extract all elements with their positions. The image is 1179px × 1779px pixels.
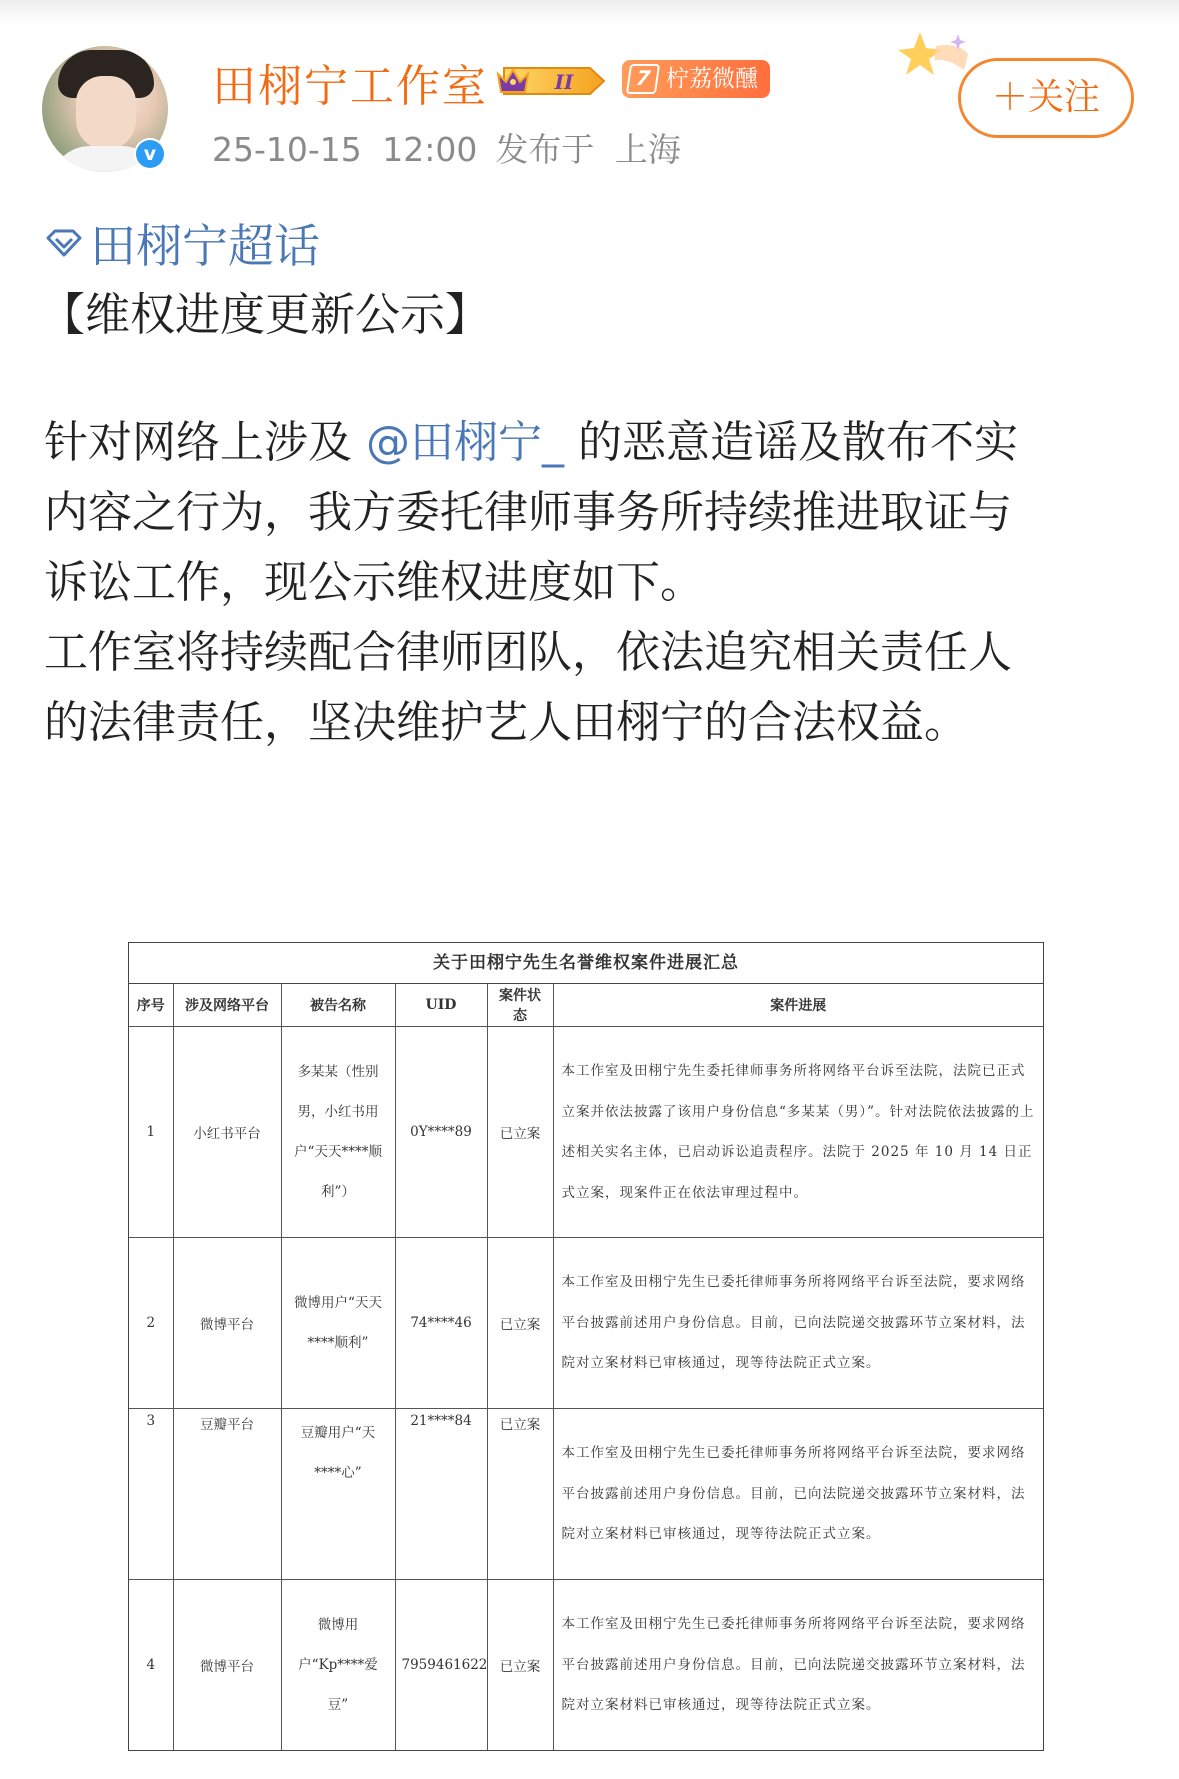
body-line: 工作室将持续配合律师团队，依法追究相关责任人 bbox=[44, 627, 1012, 678]
case-table bbox=[129, 984, 1043, 1750]
column-header: 案件状态 bbox=[487, 984, 553, 1027]
super-topic-label: 田栩宁超话 bbox=[90, 219, 320, 273]
crown-badge-level: II bbox=[554, 70, 574, 94]
table-header-row bbox=[129, 984, 1043, 1027]
cell-defendant: 多某某（性别男，小红书用户“天天****顺利”） bbox=[281, 1027, 395, 1238]
super-fan-badge-level: 7 bbox=[626, 64, 660, 94]
body-line: 的法律责任，坚决维护艺人田栩宁的合法权益。 bbox=[44, 697, 968, 748]
column-header: 案件进展 bbox=[553, 984, 1043, 1027]
cell-uid: 7959461622 bbox=[395, 1580, 487, 1751]
cell-status: 已立案 bbox=[487, 1580, 553, 1751]
super-fan-badge-label: 柠荔微醺 bbox=[666, 66, 758, 92]
body-line: 诉讼工作，现公示维权进度如下。 bbox=[44, 557, 704, 608]
cell-no: 3 bbox=[129, 1409, 173, 1580]
crown-badge-icon[interactable] bbox=[494, 62, 608, 100]
body-line: 内容之行为，我方委托律师事务所持续推进取证与 bbox=[44, 487, 1012, 538]
cell-defendant: 豆瓣用户“天****心” bbox=[281, 1409, 395, 1580]
cell-uid: 21****84 bbox=[395, 1409, 487, 1580]
author-name[interactable]: 田栩宁工作室 bbox=[212, 61, 488, 112]
column-header: 涉及网络平台 bbox=[173, 984, 281, 1027]
cell-platform: 微博平台 bbox=[173, 1238, 281, 1409]
column-header: 序号 bbox=[129, 984, 173, 1027]
cell-progress: 本工作室及田栩宁先生已委托律师事务所将网络平台诉至法院，要求网络平台披露前述用户身份信息。目前，已向法院递交披露环节立案材料，法院对立案材料已审核通过，现等待法院正式立案。 bbox=[553, 1238, 1043, 1409]
attached-document-image[interactable] bbox=[128, 942, 1044, 1751]
cell-status: 已立案 bbox=[487, 1027, 553, 1238]
post-timestamp: 25-10-15 12:00 bbox=[212, 130, 478, 169]
super-topic-link[interactable] bbox=[44, 210, 320, 276]
cell-defendant: 微博用户“天天****顺利” bbox=[281, 1238, 395, 1409]
post-meta bbox=[212, 124, 681, 171]
decorative-star-icon bbox=[898, 28, 968, 98]
table-row bbox=[129, 1409, 1043, 1580]
cell-status: 已立案 bbox=[487, 1238, 553, 1409]
super-fan-badge[interactable] bbox=[622, 60, 770, 98]
cell-status: 已立案 bbox=[487, 1409, 553, 1580]
top-edge bbox=[0, 0, 1179, 24]
cell-platform: 微博平台 bbox=[173, 1580, 281, 1751]
cell-no: 2 bbox=[129, 1238, 173, 1409]
avatar-face bbox=[76, 76, 136, 150]
post-body bbox=[44, 408, 1144, 758]
cell-uid: 74****46 bbox=[395, 1238, 487, 1409]
column-header: UID bbox=[395, 984, 487, 1027]
body-line: 针对网络上涉及 @田栩宁_ 的恶意造谣及散布不实 bbox=[44, 417, 1018, 468]
post-title: 【维权进度更新公示】 bbox=[40, 288, 491, 341]
cell-defendant: 微博用户“Kp****爱豆” bbox=[281, 1580, 395, 1751]
table-row bbox=[129, 1027, 1043, 1238]
cell-progress: 本工作室及田栩宁先生已委托律师事务所将网络平台诉至法院，要求网络平台披露前述用户身份信息。目前，已向法院递交披露环节立案材料，法院对立案材料已审核通过，现等待法院正式立案。 bbox=[553, 1409, 1043, 1580]
cell-no: 4 bbox=[129, 1580, 173, 1751]
diamond-topic-icon bbox=[44, 228, 84, 258]
cell-no: 1 bbox=[129, 1027, 173, 1238]
cell-progress: 本工作室及田栩宁先生已委托律师事务所将网络平台诉至法院，要求网络平台披露前述用户身份信息。目前，已向法院递交披露环节立案材料，法院对立案材料已审核通过，现等待法院正式立案。 bbox=[553, 1580, 1043, 1751]
document-title: 关于田栩宁先生名誉维权案件进展汇总 bbox=[129, 943, 1043, 984]
verified-icon: v bbox=[134, 138, 166, 170]
follow-button[interactable]: ＋关注 bbox=[958, 58, 1134, 138]
cell-progress: 本工作室及田栩宁先生委托律师事务所将网络平台诉至法院，法院已正式立案并依法披露了该用户身份信息“多某某（男）”。针对法院依法披露的上述相关实名主体，已启动诉讼追责程序。法院于 2025 年 10 月 14 日正式立案，现案件正在依法审理过程中。 bbox=[553, 1027, 1043, 1238]
column-header: 被告名称 bbox=[281, 984, 395, 1027]
mention-link[interactable]: @田栩宁_ bbox=[366, 417, 564, 468]
cell-uid: 0Y****89 bbox=[395, 1027, 487, 1238]
post-location: 发布于 上海 bbox=[495, 130, 681, 169]
cell-platform: 豆瓣平台 bbox=[173, 1409, 281, 1580]
cell-platform: 小红书平台 bbox=[173, 1027, 281, 1238]
table-row bbox=[129, 1580, 1043, 1751]
table-row bbox=[129, 1238, 1043, 1409]
